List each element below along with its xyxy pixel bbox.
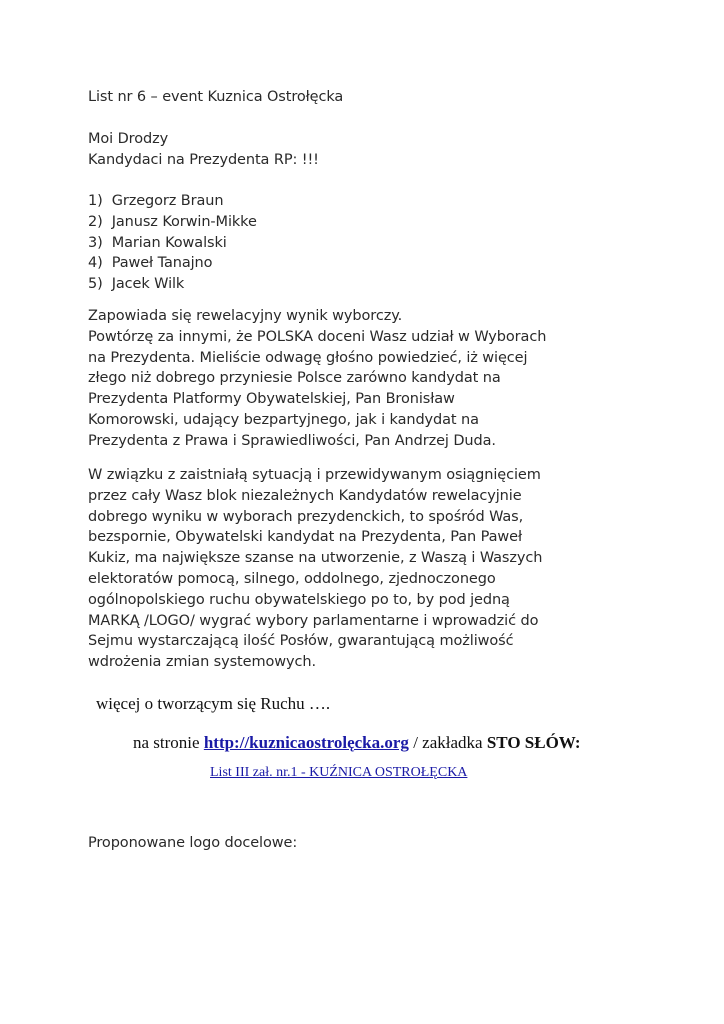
list-item: 2) Janusz Korwin-Mikke xyxy=(88,213,257,230)
sto-slow-tab-label: STO SŁÓW: xyxy=(486,733,581,752)
paragraph-civic-movement: W związku z zaistniałą sytuacją i przewidywanym osiągnięciem przez cały Wasz blok niezależnych Kandydatów rewelacyjnie dobrego wyniku w wyborach prezydenckich, to spośród Was, bezspornie, Obywatelski kandydat na Prezydenta, Pan Paweł Kukiz, ma największe szanse na utworzenie, z Waszą i Waszych elektoratów pomocą, silnego, oddolnego, zjednoczonego ogólnopolskiego ruchu obywatelskiego po to, by pod jedną MARKĄ /LOGO/ wygrać wybory parlamentarne i wprowadzić do Sejmu wystarczającą ilość Posłów, gwarantującą możliwość wdrożenia zmian systemowych. xyxy=(88,467,543,671)
greeting-line-1: Moi Drodzy xyxy=(88,131,169,147)
logo-caption: Proponowane logo docelowe: xyxy=(88,835,298,851)
kuznica-site-link[interactable]: http://kuznicaostrolęcka.org xyxy=(203,733,409,752)
paragraph-election-result: Zapowiada się rewelacyjny wynik wyborczy. Powtórzę za innymi, że POLSKA doceni Wasz udział w Wyborach na Prezydenta. Mieliście odwagę głośno powiedzieć, iż więcej złego niż dobrego przyniesie Polsce zarówno kandydat na Prezydenta Platformy Obywatelskiej, Pan Bronisław Komorowski, udający bezpartyjnego, jak i kandydat na Prezydenta z Prawa i Sprawiedliwości, Pan Andrzej Duda. xyxy=(88,308,547,449)
document-heading: List nr 6 – event Kuznica Ostrołęcka xyxy=(88,89,344,105)
list-item: 5) Jacek Wilk xyxy=(88,276,185,293)
candidate-list xyxy=(88,191,257,295)
site-reference-line xyxy=(133,733,581,753)
site-suffix-text: / zakładka xyxy=(408,733,487,752)
greeting-line-2: Kandydaci na Prezydenta RP: !!! xyxy=(88,152,319,168)
list-item: 4) Paweł Tanajno xyxy=(88,255,213,272)
list-item: 1) Grzegorz Braun xyxy=(88,193,224,209)
attachment-link[interactable]: List III zał. nr.1 - KUŹNICA OSTROŁĘCKA xyxy=(210,765,468,780)
more-info-text: więcej o tworzącym się Ruchu …. xyxy=(96,694,331,713)
list-item: 3) Marian Kowalski xyxy=(88,234,227,251)
site-prefix-text: na stronie xyxy=(133,733,204,752)
